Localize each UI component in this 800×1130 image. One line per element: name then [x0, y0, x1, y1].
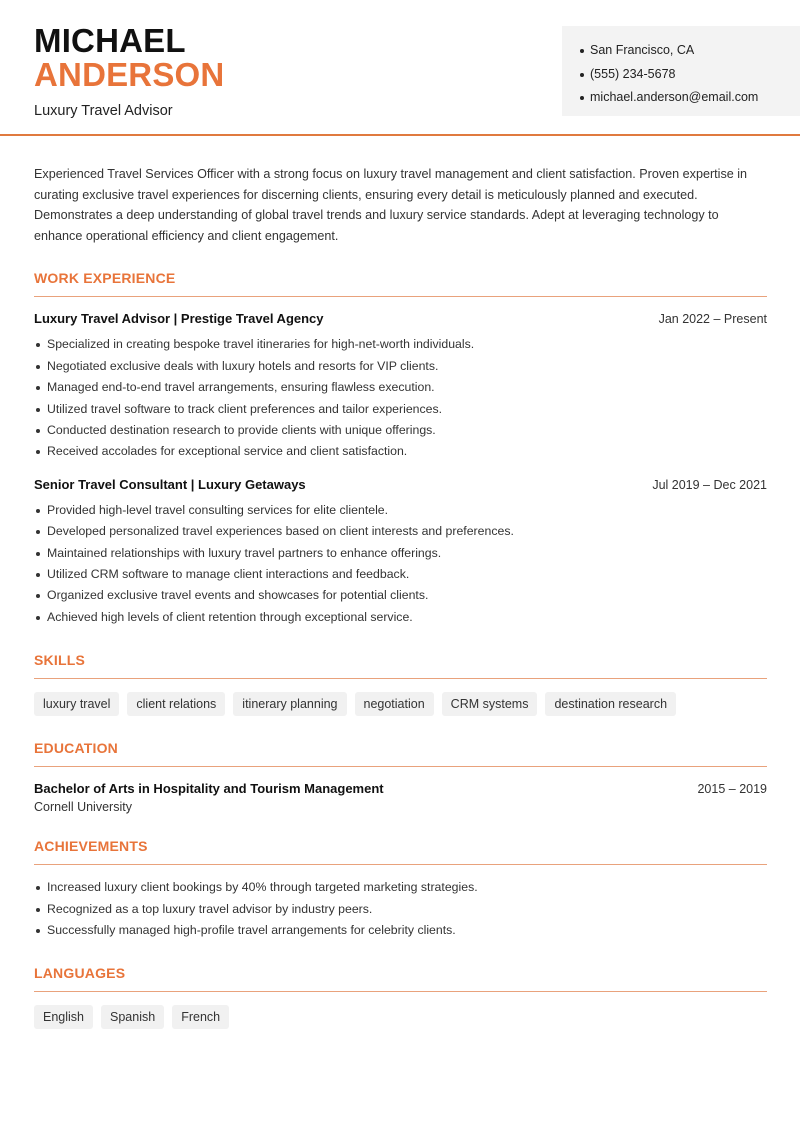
- skill-tag: CRM systems: [442, 692, 538, 716]
- job-bullet: Achieved high levels of client retention through exceptional service.: [34, 607, 767, 628]
- job-bullet: Specialized in creating bespoke travel itineraries for high-net-worth individuals.: [34, 334, 767, 355]
- achievements-list: [34, 877, 767, 941]
- summary-text: Experienced Travel Services Officer with a strong focus on luxury travel management and client satisfaction. Proven expertise in curating exclusive travel experiences for discerning clients, ensuring every detail is meticulously planned and executed. Demonstrates a deep understanding of global travel trends and luxury service standards. Adept at leveraging technology to enhance operational efficiency and client engagement.: [34, 167, 748, 243]
- section-title-languages: LANGUAGES: [34, 965, 767, 992]
- achievement-item: Increased luxury client bookings by 40% through targeted marketing strategies.: [34, 877, 767, 898]
- contact-email: michael.anderson@email.com: [590, 86, 800, 110]
- skill-tag: destination research: [545, 692, 676, 716]
- contact-location: San Francisco, CA: [590, 39, 800, 63]
- section-title-skills: SKILLS: [34, 652, 767, 679]
- section-title-achievements: ACHIEVEMENTS: [34, 838, 767, 865]
- last-name: ANDERSON: [34, 56, 225, 93]
- job-bullet: Conducted destination research to provide clients with unique offerings.: [34, 420, 767, 441]
- job-title: Senior Travel Consultant | Luxury Getaways: [34, 476, 306, 492]
- job-role: Luxury Travel Advisor: [34, 103, 173, 119]
- job-bullet: Provided high-level travel consulting services for elite clientele.: [34, 500, 767, 521]
- skill-tag: itinerary planning: [233, 692, 346, 716]
- name-block: [34, 24, 224, 119]
- job-bullet: Utilized travel software to track client preferences and tailor experiences.: [34, 399, 767, 420]
- job-entry: [34, 311, 767, 462]
- achievement-item: Recognized as a top luxury travel advisor by industry peers.: [34, 899, 767, 920]
- school-name: Cornell University: [34, 800, 132, 815]
- language-tag: English: [34, 1005, 93, 1029]
- job-bullet: Received accolades for exceptional service and client satisfaction.: [34, 441, 767, 462]
- job-title: Luxury Travel Advisor | Prestige Travel Agency: [34, 311, 324, 327]
- job-bullet: Organized exclusive travel events and showcases for potential clients.: [34, 585, 767, 606]
- contact-phone: (555) 234-5678: [590, 63, 800, 87]
- contact-box: [562, 26, 800, 116]
- job-entry: [34, 477, 767, 628]
- job-bullet: Developed personalized travel experiences based on client interests and preferences.: [34, 521, 767, 542]
- language-tag: Spanish: [101, 1005, 164, 1029]
- job-bullet: Maintained relationships with luxury travel partners to enhance offerings.: [34, 543, 767, 564]
- job-dates: Jul 2019 – Dec 2021: [652, 477, 767, 492]
- resume-header: [0, 0, 800, 136]
- skill-tag: negotiation: [355, 692, 434, 716]
- job-bullet: Negotiated exclusive deals with luxury hotels and resorts for VIP clients.: [34, 356, 767, 377]
- section-title-work: WORK EXPERIENCE: [34, 270, 767, 297]
- language-tag: French: [172, 1005, 229, 1029]
- education-dates: 2015 – 2019: [697, 782, 767, 797]
- first-name: MICHAEL: [34, 22, 186, 59]
- languages-list: [34, 1005, 767, 1029]
- job-bullet: Utilized CRM software to manage client interactions and feedback.: [34, 564, 767, 585]
- section-title-education: EDUCATION: [34, 740, 767, 767]
- achievement-item: Successfully managed high-profile travel arrangements for celebrity clients.: [34, 920, 767, 941]
- skill-tag: luxury travel: [34, 692, 119, 716]
- job-dates: Jan 2022 – Present: [658, 312, 767, 327]
- skill-tag: client relations: [127, 692, 225, 716]
- resume-content: [0, 164, 800, 1029]
- skills-list: [34, 692, 767, 716]
- education-entry: [34, 781, 767, 814]
- job-bullet: Managed end-to-end travel arrangements, ensuring flawless execution.: [34, 377, 767, 398]
- degree-title: Bachelor of Arts in Hospitality and Tourism Management: [34, 781, 384, 797]
